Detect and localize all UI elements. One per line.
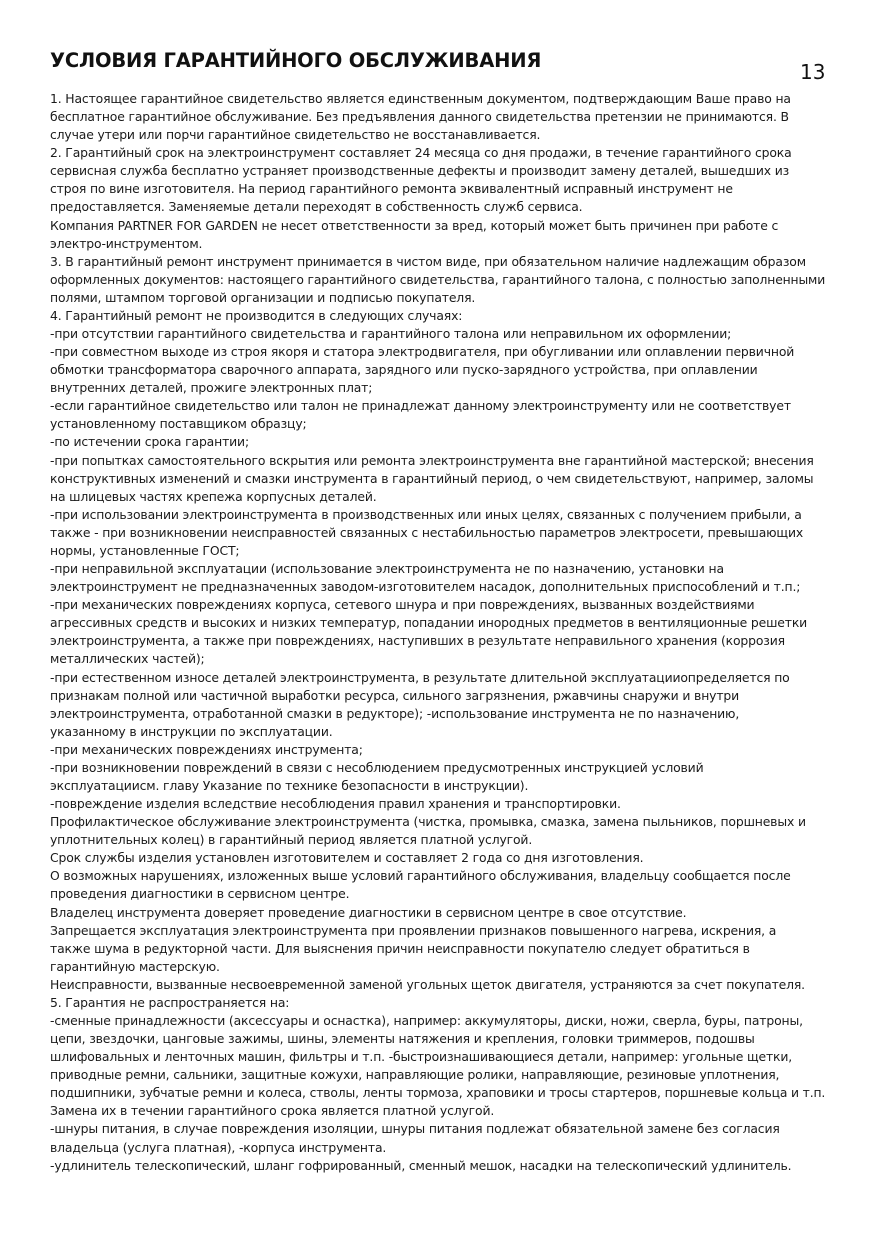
text-line: -при механических повреждениях корпуса, сетевого шнура и при повреждениях, вызванных воздействиями bbox=[50, 597, 755, 613]
text-line: Неисправности, вызванные несвоевременной заменой угольных щеток двигателя, устраняются за счет покупателя. bbox=[50, 976, 805, 992]
text-line: признакам полной или частичной выработки ресурса, сильного загрязнения, ржавчины снаружи и внутри bbox=[50, 687, 740, 703]
text-line: 5. Гарантия не распространяется на: bbox=[50, 994, 290, 1010]
text-line: Запрещается эксплуатация электроинструмента при проявлении признаков повышенного нагрева, искрения, а bbox=[50, 922, 777, 938]
text-line: проведения диагностики в сервисном центре. bbox=[50, 886, 350, 902]
text-line: нормы, установленные ГОСТ; bbox=[50, 542, 240, 558]
text-line: -при возникновении повреждений в связи с несоблюдением предусмотренных инструкцией условий bbox=[50, 759, 704, 775]
text-line: 3. В гарантийный ремонт инструмент принимается в чистом виде, при обязательном наличие надлежащим образом bbox=[50, 253, 806, 269]
warranty-terms-text bbox=[50, 90, 825, 1175]
text-line: 2. Гарантийный срок на электроинструмент составляет 24 месяца со дня продажи, в течение гарантийного срока bbox=[50, 145, 792, 161]
text-line: -по истечении срока гарантии; bbox=[50, 434, 249, 450]
text-line: -при неправильной эксплуатации (использование электроинструмента не по назначению, установки на bbox=[50, 561, 724, 577]
page-title: УСЛОВИЯ ГАРАНТИЙНОГО ОБСЛУЖИВАНИЯ bbox=[50, 49, 542, 72]
text-line: -при механических повреждениях инструмента; bbox=[50, 741, 363, 757]
text-line: -при использовании электроинструмента в производственных или иных целях, связанных с получением прибыли, а bbox=[50, 506, 802, 522]
text-line: -если гарантийное свидетельство или талон не принадлежат данному электроинструменту или не соответствует bbox=[50, 398, 791, 414]
text-line: 4. Гарантийный ремонт не производится в следующих случаях: bbox=[50, 307, 463, 323]
page-number: 13 bbox=[800, 60, 826, 84]
text-line: -при совместном выходе из строя якоря и статора электродвигателя, при обугливании или оплавлении первичной bbox=[50, 344, 795, 360]
text-line: гарантийную мастерскую. bbox=[50, 958, 220, 974]
text-line: Замена их в течении гарантийного срока является платной услугой. bbox=[50, 1103, 495, 1119]
text-line: электроинструмента, а также при повреждениях, наступивших в результате неправильного хранения (коррозия bbox=[50, 633, 785, 649]
text-line: -при попытках самостоятельного вскрытия или ремонта электроинструмента вне гарантийной мастерской; внесения bbox=[50, 452, 814, 468]
text-line: шлифовальных и ленточных машин, фильтры и т.п. -быстроизнашивающиеся детали, например: угольные щетки, bbox=[50, 1049, 793, 1065]
text-line: -повреждение изделия вследствие несоблюдения правил хранения и транспортировки. bbox=[50, 796, 621, 812]
text-line: полями, штампом торговой организации и подписью покупателя. bbox=[50, 289, 476, 305]
text-line: О возможных нарушениях, изложенных выше условий гарантийного обслуживания, владельцу сообщается после bbox=[50, 868, 791, 884]
text-line: -шнуры питания, в случае повреждения изоляции, шнуры питания подлежат обязательной замене без согласия bbox=[50, 1121, 780, 1137]
text-line: предоставляется. Заменяемые детали переходят в собственность служб сервиса. bbox=[50, 199, 583, 215]
text-line: внутренних деталей, прожиге электронных плат; bbox=[50, 380, 373, 396]
text-line: цепи, звездочки, цанговые зажимы, шины, элементы натяжения и крепления, головки триммеров, подошвы bbox=[50, 1031, 755, 1047]
text-line: сервисная служба бесплатно устраняет производственные дефекты и производит замену деталей, вышедших из bbox=[50, 163, 790, 179]
text-line: обмотки трансформатора сварочного аппарата, зарядного или пуско-зарядного устройства, при оплавлении bbox=[50, 362, 758, 378]
text-line: владельца (услуга платная), -корпуса инструмента. bbox=[50, 1139, 387, 1155]
text-line: оформленных документов: настоящего гарантийного свидетельства, гарантийного талона, с полностью заполненными bbox=[50, 271, 826, 287]
text-line: электроинструмента, отработанной смазки в редукторе); -использование инструмента не по назначению, bbox=[50, 705, 740, 721]
text-line: агрессивных средств и высоких и низких температур, попадании инородных предметов в вентиляционные решетки bbox=[50, 615, 808, 631]
text-line: электро-инструментом. bbox=[50, 235, 203, 251]
text-line: на шлицевых частях крепежа корпусных деталей. bbox=[50, 488, 377, 504]
text-line: также - при возникновении неисправностей связанных с нестабильностью параметров электросети, превышающих bbox=[50, 524, 804, 540]
text-line: -сменные принадлежности (аксессуары и оснастка), например: аккумуляторы, диски, ножи, сверла, буры, патроны, bbox=[50, 1012, 803, 1028]
text-line: уплотнительных колец) в гарантийный период является платной услугой. bbox=[50, 832, 533, 848]
text-line: эксплуатацииcм. главу Указание по технике безопасности в инструкции). bbox=[50, 777, 529, 793]
text-line: конструктивных изменений и смазки инструмента в гарантийный период, о чем свидетельствуют, например, заломы bbox=[50, 470, 814, 486]
text-line: бесплатное гарантийное обслуживание. Без предъявления данного свидетельства претензии не принимаются. В bbox=[50, 109, 789, 125]
text-line: указанному в инструкции по эксплуатации. bbox=[50, 723, 333, 739]
text-line: установленному поставщиком образцу; bbox=[50, 416, 307, 432]
text-line: -при естественном износе деталей электроинструмента, в результате длительной эксплуатацииопределяется по bbox=[50, 669, 790, 685]
text-line: также шума в редукторной части. Для выяснения причин неисправности покупателю следует обратиться в bbox=[50, 940, 750, 956]
text-line: Срок службы изделия установлен изготовителем и составляет 2 года со дня изготовления. bbox=[50, 850, 644, 866]
text-line: случае утери или порчи гарантийное свидетельство не восстанавливается. bbox=[50, 127, 541, 143]
text-line: металлических частей); bbox=[50, 651, 205, 667]
text-line: 1. Настоящее гарантийное свидетельство является единственным документом, подтверждающим Ваше право на bbox=[50, 91, 791, 106]
text-line: строя по вине изготовителя. На период гарантийного ремонта эквивалентный исправный инструмент не bbox=[50, 181, 733, 197]
text-line: -удлинитель телескопический, шланг гофрированный, сменный мешок, насадки на телескопический удлинитель. bbox=[50, 1157, 792, 1173]
text-line: электроинструмент не предназначенных заводом-изготовителем насадок, дополнительных приспособлений и т.п.; bbox=[50, 579, 801, 595]
text-line: Компания PARTNER FOR GARDEN не несет ответственности за вред, который может быть причинен при работе с bbox=[50, 217, 779, 233]
text-line: Профилактическое обслуживание электроинструмента (чистка, промывка, смазка, замена пыльников, поршневых и bbox=[50, 814, 806, 830]
text-line: -при отсутствии гарантийного свидетельства и гарантийного талона или неправильном их оформлении; bbox=[50, 326, 732, 342]
text-line: подшипники, зубчатые ремни и колеса, стволы, ленты тормоза, храповики и тросы стартеров, поршневые кольца и т.п. bbox=[50, 1085, 826, 1101]
text-line: Владелец инструмента доверяет проведение диагностики в сервисном центре в свое отсутствие. bbox=[50, 904, 687, 920]
text-line: приводные ремни, сальники, защитные кожухи, направляющие ролики, направляющие, резиновые уплотнения, bbox=[50, 1067, 780, 1083]
